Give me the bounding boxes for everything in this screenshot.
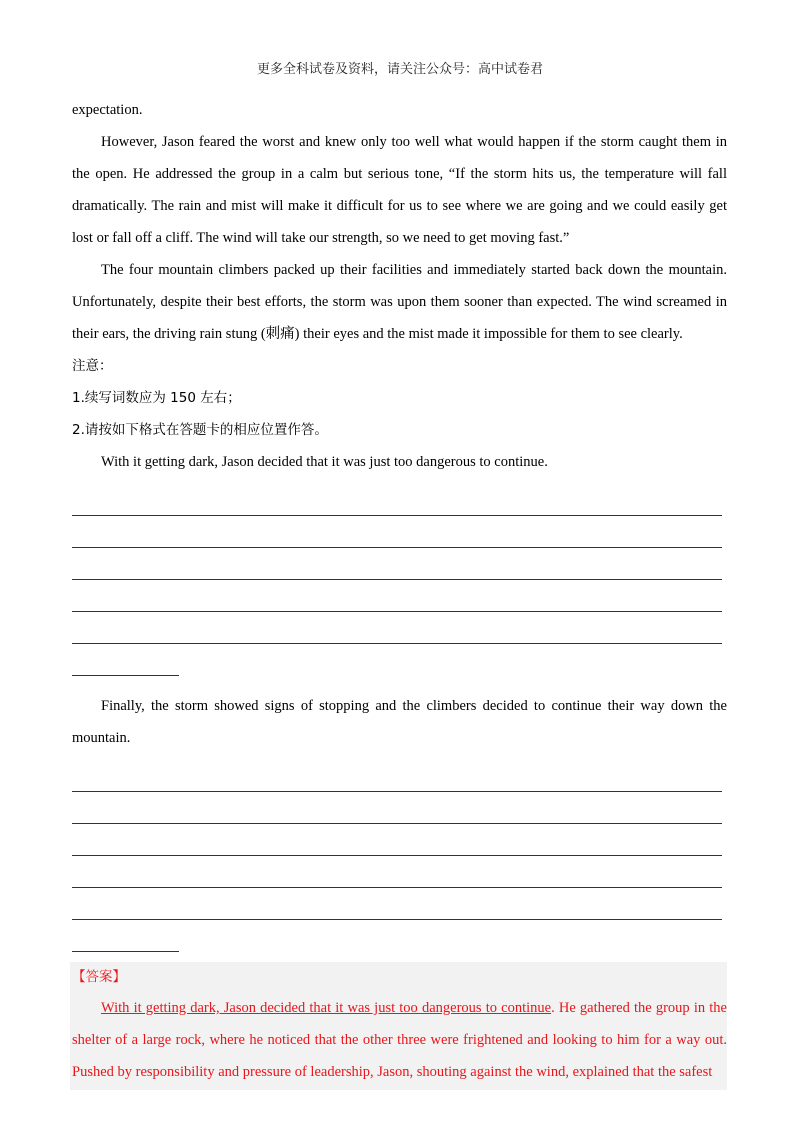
- writing-line: [72, 824, 722, 856]
- writing-lines-1: [72, 484, 727, 676]
- prompt-1: With it getting dark, Jason decided that it was just too dangerous to continue.: [101, 454, 548, 470]
- document-body: [72, 94, 727, 1090]
- writing-line: [72, 484, 722, 516]
- writing-line-short: [72, 644, 179, 676]
- answer-text: [72, 992, 727, 1088]
- paragraph-jason-warning: However, Jason feared the worst and knew only too well what would happen if the storm caught them in the open. He addressed the group in a calm but serious tone, “If the storm hits us, the temperature will fall dramatically. The rain and mist will make it difficult for us to see where we are going and we could easily get lost or fall off a cliff. The wind will take our strength, so we need to get moving fast.”: [72, 134, 727, 246]
- writing-lines-2: [72, 760, 727, 952]
- writing-line: [72, 516, 722, 548]
- answer-rest: . He gathered the group in the shelter of a large rock, where he noticed that the other three were frightened and looking to him for a way out. Pushed by responsibility and pressure of leadership, Jason, shouting against the wind, explained that the safest: [72, 1000, 727, 1080]
- notes-item-1: 1.续写词数应为 150 左右；: [72, 390, 241, 406]
- paragraph-storm: The four mountain climbers packed up their facilities and immediately started back down the mountain. Unfortunately, despite their best efforts, the storm was upon them sooner than expected. The wind screamed in their ears, the driving rain stung (刺痛) their eyes and the mist made it impossible for them to see clearly.: [72, 262, 727, 342]
- answer-underlined-sentence: With it getting dark, Jason decided that it was just too dangerous to continue: [101, 1000, 552, 1016]
- writing-line: [72, 888, 722, 920]
- writing-line: [72, 548, 722, 580]
- page-header: 更多全科试卷及资料，请关注公众号：高中试卷君: [256, 62, 543, 77]
- writing-line: [72, 856, 722, 888]
- paragraph-continuation: expectation.: [72, 102, 143, 118]
- answer-section: [70, 962, 727, 1090]
- writing-line: [72, 792, 722, 824]
- writing-line: [72, 612, 722, 644]
- writing-line: [72, 580, 722, 612]
- writing-line: [72, 760, 722, 792]
- notes-title: 注意：: [72, 358, 113, 374]
- answer-tag: 【答案】: [72, 969, 126, 985]
- writing-line-short: [72, 920, 179, 952]
- prompt-2: Finally, the storm showed signs of stopping and the climbers decided to continue their way down the mountain.: [72, 698, 727, 746]
- notes-item-2: 2.请按如下格式在答题卡的相应位置作答。: [72, 422, 328, 438]
